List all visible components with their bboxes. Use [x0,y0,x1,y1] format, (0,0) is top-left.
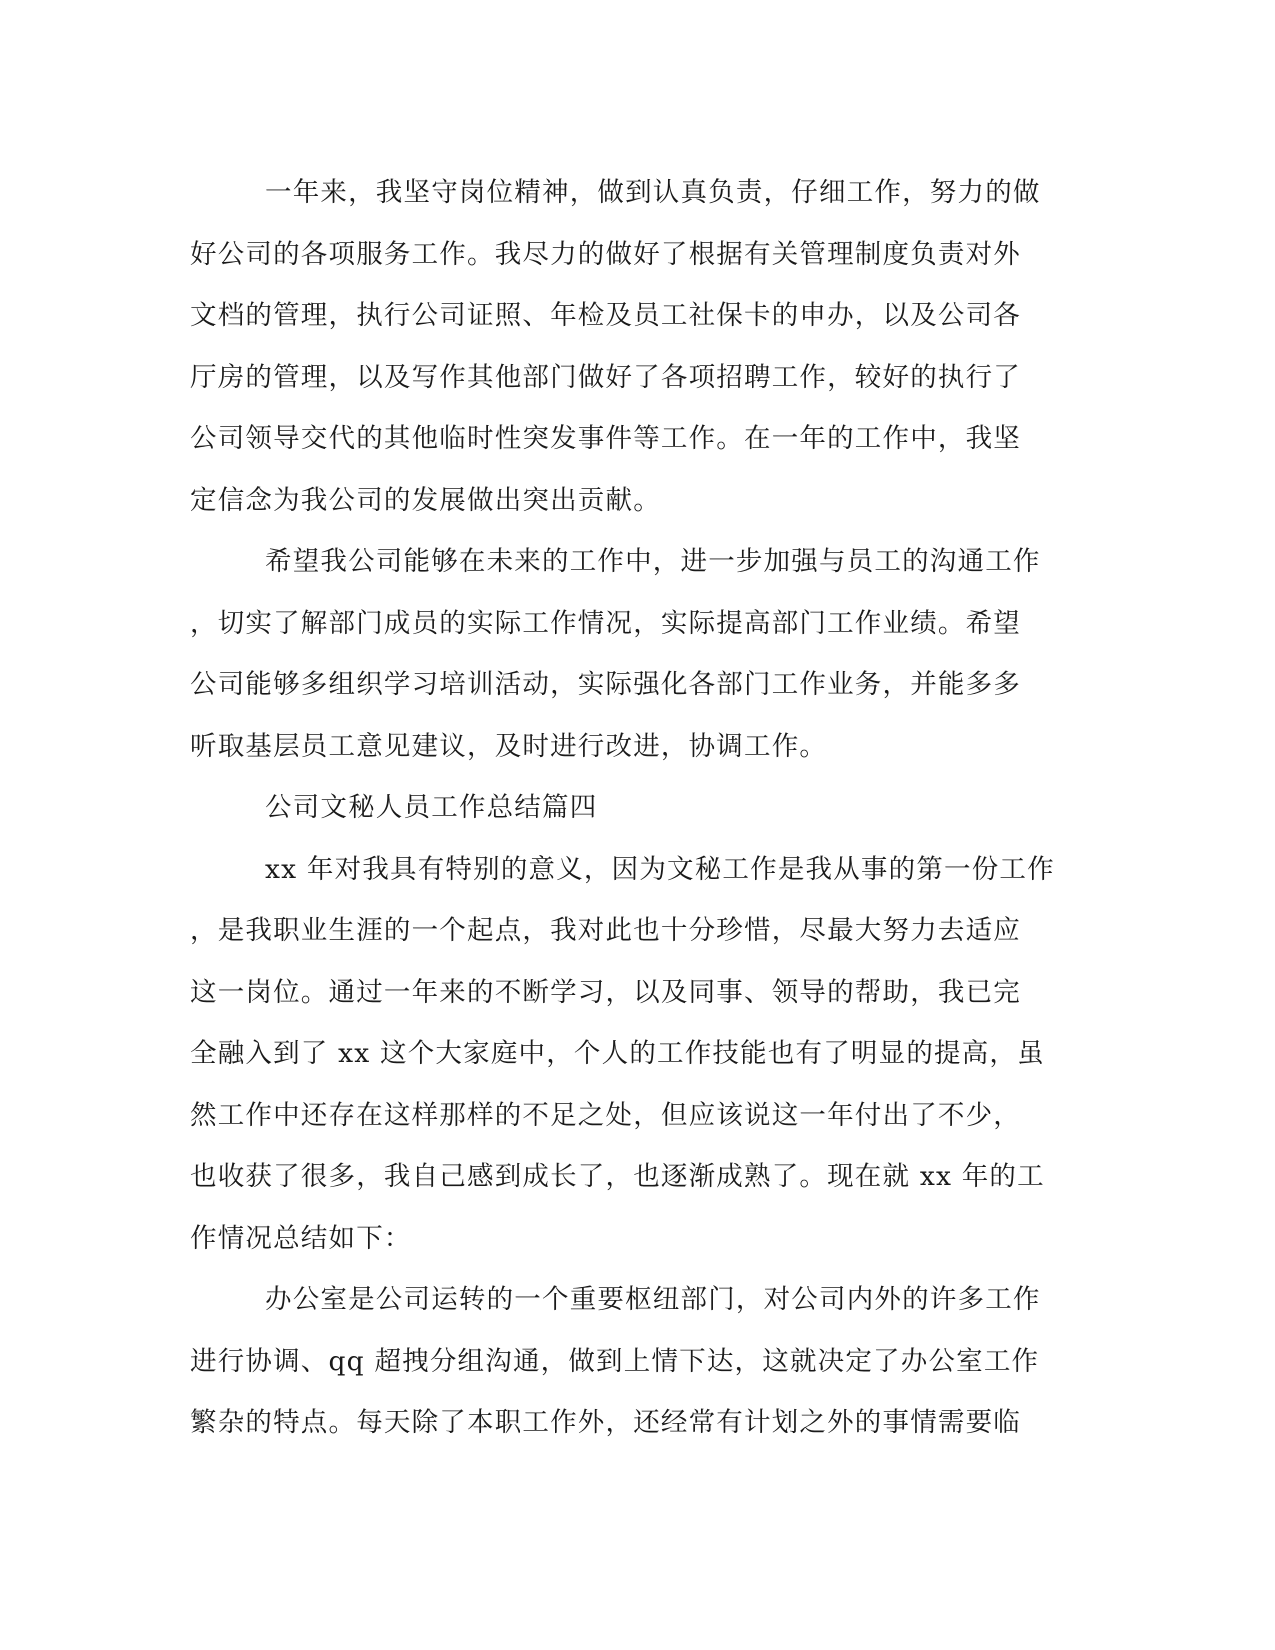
paragraph-3-line-6: 也收获了很多，我自己感到成长了，也逐渐成熟了。现在就 xx 年的工 [190,1161,1045,1192]
paragraph-1-line-6: 定信念为我公司的发展做出突出贡献。 [190,484,661,516]
paragraph-3-line-7: 作情况总结如下： [190,1222,412,1254]
paragraph-3-line-1: xx 年对我具有特别的意义，因为文秘工作是我从事的第一份工作 [265,853,1055,885]
paragraph-4-line-2: 进行协调、qq 超拽分组沟通，做到上情下达，这就决定了办公室工作 [190,1345,1040,1377]
paragraph-3-line-2: ，是我职业生涯的一个起点，我对此也十分珍惜，尽最大努力去适应 [190,915,1021,946]
document-body [190,162,1090,1454]
paragraph-3-line-4: 全融入到了 xx 这个大家庭中，个人的工作技能也有了明显的提高，虽 [190,1038,1045,1069]
paragraph-2-line-1: 希望我公司能够在未来的工作中，进一步加强与员工的沟通工作 [265,546,1041,577]
paragraph-1-line-3: 文档的管理，执行公司证照、年检及员工社保卡的申办，以及公司各 [190,300,1021,331]
paragraph-3-line-3: 这一岗位。通过一年来的不断学习，以及同事、领导的帮助，我已完 [190,976,1021,1008]
paragraph-3-line-5: 然工作中还存在这样那样的不足之处，但应该说这一年付出了不少， [190,1099,1021,1131]
paragraph-2-line-3: 公司能够多组织学习培训活动，实际强化各部门工作业务，并能多多 [190,669,1021,700]
paragraph-1-line-2: 好公司的各项服务工作。我尽力的做好了根据有关管理制度负责对外 [190,238,1021,270]
paragraph-2-line-2: ，切实了解部门成员的实际工作情况，实际提高部门工作业绩。希望 [190,607,1021,639]
paragraph-1-line-4: 厅房的管理，以及写作其他部门做好了各项招聘工作，较好的执行了 [190,361,1021,393]
paragraph-4-line-1: 办公室是公司运转的一个重要枢纽部门，对公司内外的许多工作 [265,1284,1041,1315]
section-heading: 公司文秘人员工作总结篇四 [265,792,598,823]
paragraph-1-line-5: 公司领导交代的其他临时性突发事件等工作。在一年的工作中，我坚 [190,423,1021,454]
paragraph-2-line-4: 听取基层员工意见建议，及时进行改进，协调工作。 [190,730,828,762]
paragraph-1-line-1: 一年来，我坚守岗位精神，做到认真负责，仔细工作，努力的做 [265,177,1041,208]
paragraph-4-line-3: 繁杂的特点。每天除了本职工作外，还经常有计划之外的事情需要临 [190,1407,1021,1438]
